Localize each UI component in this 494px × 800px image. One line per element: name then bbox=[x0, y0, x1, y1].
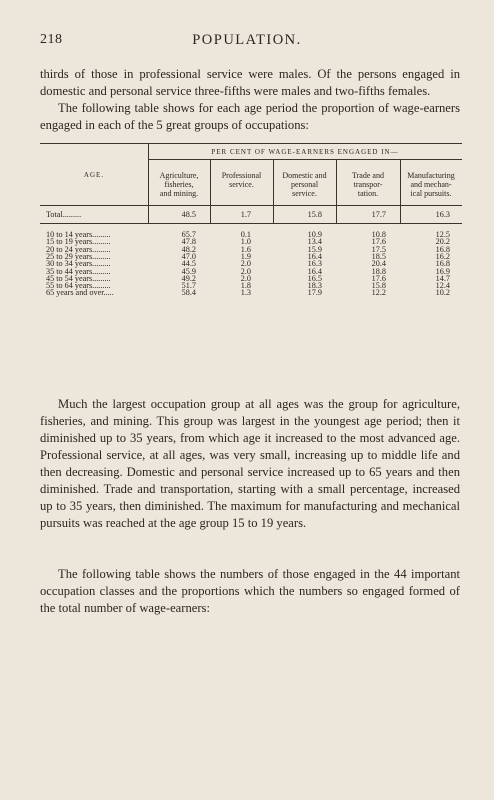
table-row-label: 20 to 24 years......... bbox=[46, 244, 111, 254]
table-row-value: 16.4 bbox=[307, 266, 322, 276]
table-row-value: 14.7 bbox=[435, 273, 450, 283]
table-row-value: 16.4 bbox=[307, 251, 322, 261]
table-row-value: 18.8 bbox=[371, 266, 386, 276]
table-row-value: 10.8 bbox=[371, 230, 386, 239]
paragraph-1: thirds of those in professional service were males. Of the persons engaged in domestic and personal service three-fifths were males and two-fifths females. bbox=[40, 67, 460, 98]
table-row-value: 16.8 bbox=[435, 244, 450, 254]
table-row-label: 15 to 19 years......... bbox=[46, 237, 111, 247]
table-row-value: 0.1 bbox=[240, 230, 251, 239]
column-header-line: Domestic and bbox=[282, 171, 327, 180]
column-header-line: ical pursuits. bbox=[410, 189, 452, 198]
table-row-value: 16.5 bbox=[307, 273, 322, 283]
table-row-label: 25 to 29 years......... bbox=[46, 251, 111, 261]
column-header-line: personal bbox=[290, 180, 319, 189]
table-row-value: 51.7 bbox=[181, 281, 196, 291]
table-top-rule bbox=[40, 143, 462, 144]
paragraph-4: The following table shows the numbers of those engaged in the 44 important occupation classes and the proportions which the numbers so engaged formed of the total number of wage-earners: bbox=[40, 567, 460, 615]
table-row-value: 15.9 bbox=[307, 244, 322, 254]
table-row-value: 1.6 bbox=[240, 244, 251, 254]
column-header-line: tation. bbox=[357, 189, 379, 198]
column-header-line: Trade and bbox=[352, 171, 384, 180]
table-row-value: 20.2 bbox=[435, 237, 450, 247]
table-row-label: 55 to 64 years......... bbox=[46, 281, 111, 291]
table-row-value: 20.4 bbox=[371, 259, 386, 269]
table-row-value: 45.9 bbox=[181, 266, 196, 276]
table-row-value: 49.2 bbox=[181, 273, 196, 283]
table-row-value: 2.0 bbox=[240, 273, 251, 283]
table-row-value: 58.4 bbox=[181, 288, 196, 298]
page-header bbox=[40, 32, 454, 52]
column-header-line: service. bbox=[292, 189, 317, 198]
column-header-line: Manufacturing bbox=[407, 171, 455, 180]
occupation-table bbox=[40, 143, 462, 298]
column-header bbox=[336, 171, 400, 198]
table-row-label: 35 to 44 years......... bbox=[46, 266, 111, 276]
table-row-value: 18.5 bbox=[371, 251, 386, 261]
table-row-value: 16.9 bbox=[435, 266, 450, 276]
column-header bbox=[273, 171, 336, 198]
table-row-value: 12.2 bbox=[371, 288, 386, 298]
total-row-value: 16.3 bbox=[435, 210, 450, 219]
column-header-line: service. bbox=[229, 180, 254, 189]
table-row-value: 18.3 bbox=[307, 281, 322, 291]
running-title: POPULATION. bbox=[192, 32, 302, 48]
table-row-value: 17.6 bbox=[371, 273, 386, 283]
table-row-value: 15.8 bbox=[371, 281, 386, 291]
total-row-value: 17.7 bbox=[371, 210, 386, 219]
table-row-label: 10 to 14 years......... bbox=[46, 230, 111, 239]
table-row-value: 47.8 bbox=[181, 237, 196, 247]
paragraph-2: The following table shows for each age period the proportion of wage-earners engaged in each of the 5 great groups of occupations: bbox=[40, 101, 460, 132]
table-row-label: 65 years and over..... bbox=[46, 288, 114, 298]
span-header-rule bbox=[148, 159, 462, 160]
table-row-value: 17.9 bbox=[307, 288, 322, 298]
percent-span-header: PER CENT OF WAGE-EARNERS ENGAGED IN— bbox=[211, 148, 399, 156]
table-row-value: 48.2 bbox=[181, 244, 196, 254]
paragraph-3: Much the largest occupation group at all ages was the group for agriculture, fisheries, and mining. This group was largest in the youngest age period; then it diminished up to 35 years, from which age it increased to the most advanced age. Professional service, at all ages, was very small, increasing up to middle life and then decreasing. Domestic and personal service increased up to 65 years and then diminished. Trade and transportation, starting with a small percentage, increased up to 35 years, then diminished. The maximum for manufacturing and mechanical pursuits was reached at the age group 15 to 19 years. bbox=[40, 397, 460, 530]
table-row-value: 1.3 bbox=[240, 288, 251, 298]
column-header bbox=[400, 171, 462, 198]
column-header bbox=[148, 171, 210, 198]
table-row-value: 12.5 bbox=[435, 230, 450, 239]
table-row-value: 17.5 bbox=[371, 244, 386, 254]
table-row-value: 65.7 bbox=[181, 230, 196, 239]
total-row-value: 15.8 bbox=[307, 210, 322, 219]
page-number: 218 bbox=[40, 32, 63, 47]
total-row-label: Total......... bbox=[46, 210, 82, 219]
table-row-value: 1.0 bbox=[240, 237, 251, 247]
table-row-value: 2.0 bbox=[240, 266, 251, 276]
column-header-line: Agriculture, bbox=[159, 171, 199, 180]
table-row-value: 13.4 bbox=[307, 237, 322, 247]
column-header-line: fisheries, bbox=[164, 180, 194, 189]
header-bottom-rule bbox=[40, 205, 462, 206]
table-row-value: 2.0 bbox=[240, 259, 251, 269]
column-header-line: Professional bbox=[221, 171, 262, 180]
total-row-value: 1.7 bbox=[240, 210, 251, 219]
table-row-value: 10.9 bbox=[307, 230, 322, 239]
column-header-line: and mining. bbox=[159, 189, 199, 198]
table-row-value: 12.4 bbox=[435, 281, 450, 291]
column-header-line: and mechan- bbox=[410, 180, 452, 189]
column-header-line: transpor- bbox=[353, 180, 383, 189]
table-row-value: 44.5 bbox=[181, 259, 196, 269]
table-row-value: 1.8 bbox=[240, 281, 251, 291]
table-row-value: 16.2 bbox=[435, 251, 450, 261]
total-row-rule bbox=[40, 223, 462, 224]
table-row-label: 30 to 34 years......... bbox=[46, 259, 111, 269]
table-row-value: 16.3 bbox=[307, 259, 322, 269]
age-column-header: AGE. bbox=[83, 171, 105, 179]
table-row-value: 17.6 bbox=[371, 237, 386, 247]
table-row-value: 47.0 bbox=[181, 251, 196, 261]
table-row-value: 1.9 bbox=[240, 251, 251, 261]
table-row-value: 10.2 bbox=[435, 288, 450, 298]
column-header bbox=[210, 171, 273, 189]
table-row-value: 16.8 bbox=[435, 259, 450, 269]
table-row-label: 45 to 54 years......... bbox=[46, 273, 111, 283]
total-row-value: 48.5 bbox=[181, 210, 196, 219]
